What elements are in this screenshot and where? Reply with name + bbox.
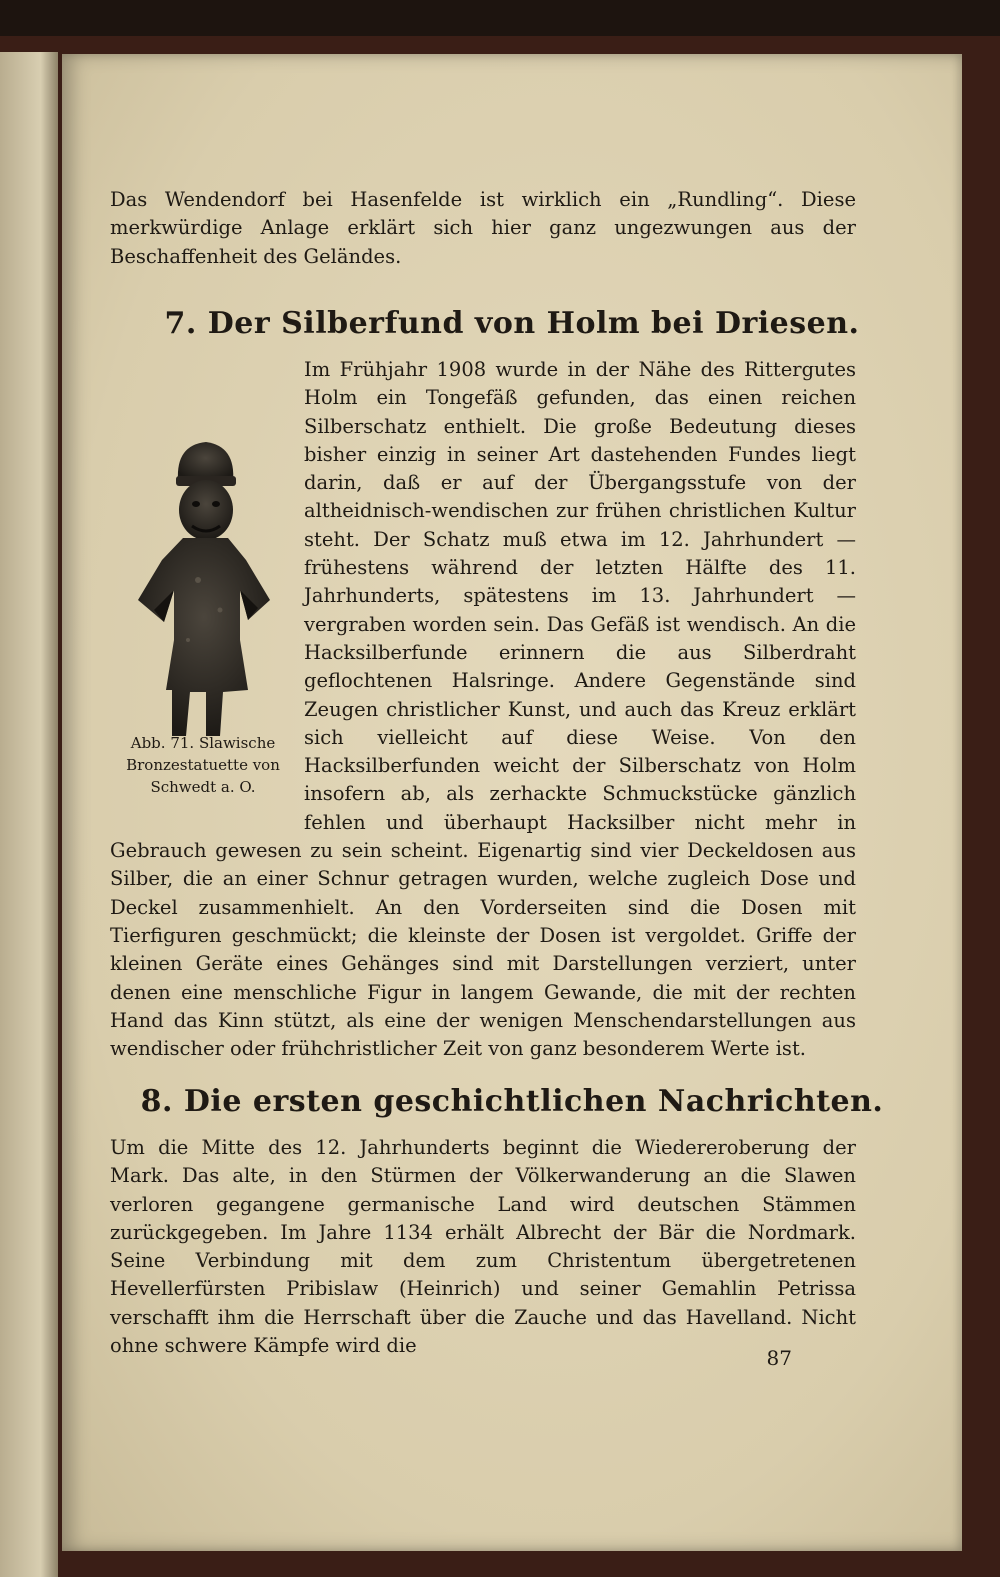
book-page bbox=[62, 54, 962, 1551]
left-page-edge bbox=[0, 52, 58, 1577]
section-heading-7: 7. Der Silberfund von Holm bei Driesen. bbox=[164, 306, 860, 341]
paragraph-silberfund-text: Im Frühjahr 1908 wurde in der Nähe des Rittergutes Holm ein Tongefäß gefunden, das einen reichen Silberschatz enthielt. Die große Bedeutung dieses bisher einzig in seiner Art dastehenden Fundes liegt darin, daß er auf der Übergangsstufe von der altheidnisch-wendischen zur frühen christlichen Kultur steht. Der Schatz muß etwa im 12. Jahrhundert — frühestens während der letzten Hälfte des 11. Jahrhunderts, spätestens im 13. Jahrhundert — vergraben worden sein. Das Gefäß ist wendisch. An die Hacksilberfunde erinnern die aus Silberdraht geflochtenen Halsringe. Andere Gegenstände sind Zeugen christlicher Kunst, und auch das Kreuz erklärt sich vielleicht auf diese Weise. Von den Hacksilberfunden weicht der Silberschatz von Holm insofern ab, als zerhackte Schmuckstücke gänzlich fehlen und überhaupt Hacksilber nicht mehr in Gebrauch gewesen zu sein scheint. Eigenartig sind vier Deckeldosen aus Silber, die an einer Schnur getragen wurden, welche zugleich Dose und Deckel zusammenhielt. An den Vorderseiten sind die Dosen mit Tierfiguren geschmückt; die kleinste der Dosen ist vergoldet. Griffe der kleinen Geräte eines Gehänges sind mit Darstellungen verziert, unter denen eine menschliche Figur in langem Gewande, die mit der rechten Hand das Kinn stützt, als eine der wenigen Menschendarstellungen aus wendischer oder frühchristlicher Zeit von ganz besonderem Werte ist. bbox=[110, 358, 856, 1061]
paragraph-nachrichten: Um die Mitte des 12. Jahrhunderts beginnt die Wiedereroberung der Mark. Das alte, in den Stürmen der Völkerwanderung an die Slawen verloren gegangene germanische Land wird deutschen Stämmen zurückgegeben. Im Jahre 1134 erhält Albrecht der Bär die Nordmark. Seine Verbindung mit dem zum Christentum übergetretenen Hevellerfürsten Pribislaw (Heinrich) und seiner Gemahlin Petrissa verschafft ihm die Herrschaft über die Zauche und das Havelland. Nicht ohne schwere Kämpfe wird die bbox=[110, 1136, 856, 1358]
figure-statuette bbox=[110, 356, 298, 811]
statuette-image bbox=[128, 440, 278, 736]
figure-caption: Abb. 71. Slawische Bronzestatuette von Schwedt a. O. bbox=[126, 734, 280, 796]
paragraph-silberfund bbox=[110, 356, 856, 1063]
page-number: 87 bbox=[766, 1346, 792, 1370]
section-heading-8: 8. Die ersten geschichtlichen Nachrichten. bbox=[140, 1084, 884, 1119]
paragraph-intro: Das Wendendorf bei Hasenfelde ist wirklich ein „Rundling“. Diese merkwürdige Anlage erklärt sich hier ganz ungezwungen aus der Beschaffenheit des Geländes. bbox=[110, 188, 856, 268]
